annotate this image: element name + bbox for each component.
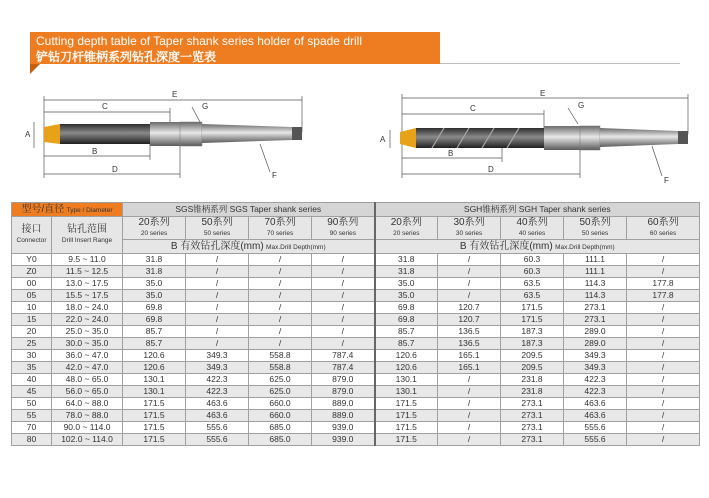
dim-label-a: A <box>25 130 31 139</box>
table-cell: 889.0 <box>312 410 375 422</box>
table-cell: 31.8 <box>375 266 438 278</box>
table-cell: / <box>312 302 375 314</box>
table-row <box>12 326 700 338</box>
table-cell: / <box>627 374 700 386</box>
table-cell: 114.3 <box>564 290 627 302</box>
table-cell: / <box>186 302 249 314</box>
table-cell: 349.3 <box>186 362 249 374</box>
table-cell: 90.0 ~ 114.0 <box>52 422 123 434</box>
table-cell: 660.0 <box>249 410 312 422</box>
table-cell: 660.0 <box>249 398 312 410</box>
table-row <box>12 278 700 290</box>
table-cell: 15 <box>12 314 52 326</box>
table-cell: / <box>249 338 312 350</box>
sgh-series-0 <box>375 217 438 240</box>
sgs-holder-drawing <box>20 82 320 192</box>
table-row <box>12 302 700 314</box>
table-cell: / <box>627 302 700 314</box>
dim-label-f: F <box>272 171 277 180</box>
table-cell: 11.5 ~ 12.5 <box>52 266 123 278</box>
table-cell: 939.0 <box>312 422 375 434</box>
table-cell: 463.6 <box>186 410 249 422</box>
table-cell: 69.8 <box>375 302 438 314</box>
dim-label-d-right: D <box>488 165 494 174</box>
table-cell: / <box>312 314 375 326</box>
table-cell: 102.0 ~ 114.0 <box>52 434 123 446</box>
dim-label-d: D <box>112 165 118 174</box>
table-cell: 171.5 <box>375 434 438 446</box>
table-cell: 231.8 <box>501 374 564 386</box>
table-cell: 177.8 <box>627 278 700 290</box>
sgh-series-en: 40 series <box>518 230 546 237</box>
sgh-series-en: 20 series <box>393 230 420 237</box>
table-cell: 120.6 <box>123 362 186 374</box>
table-cell: 85.7 <box>123 326 186 338</box>
table-cell: 36.0 ~ 47.0 <box>52 350 123 362</box>
table-cell: 273.1 <box>501 410 564 422</box>
sgh-series-3 <box>564 217 627 240</box>
table-cell: / <box>312 266 375 278</box>
title-chinese: 铲钻刀杆锥柄系列钻孔深度一览表 <box>36 50 217 64</box>
table-row <box>12 266 700 278</box>
sgh-series-1 <box>438 217 501 240</box>
table-cell: 171.5 <box>123 422 186 434</box>
table-cell: 60.3 <box>501 254 564 266</box>
table-cell: 289.0 <box>564 326 627 338</box>
table-row <box>12 374 700 386</box>
table-cell: Z0 <box>12 266 52 278</box>
table-cell: 35.0 <box>123 290 186 302</box>
table-cell: 35.0 <box>375 290 438 302</box>
table-cell: 111.1 <box>564 266 627 278</box>
table-cell: / <box>312 338 375 350</box>
table-cell: 422.3 <box>186 386 249 398</box>
table-cell: 787.4 <box>312 350 375 362</box>
table-cell: 85.7 <box>375 338 438 350</box>
banner-fold <box>30 64 40 74</box>
table-cell: 187.3 <box>501 326 564 338</box>
table-cell: 273.1 <box>501 398 564 410</box>
sgs-series-en: 90 series <box>329 230 356 237</box>
range-header <box>52 217 123 254</box>
table-row <box>12 410 700 422</box>
table-cell: 120.6 <box>123 350 186 362</box>
table-cell: / <box>312 290 375 302</box>
table-cell: 63.5 <box>501 290 564 302</box>
table-cell: / <box>186 254 249 266</box>
sgs-series-en: 20 series <box>140 230 168 237</box>
table-cell: 422.3 <box>186 374 249 386</box>
table-row <box>12 434 700 446</box>
sgh-series-2 <box>501 217 564 240</box>
table-cell: 35.0 <box>123 278 186 290</box>
table-cell: 78.0 ~ 88.0 <box>52 410 123 422</box>
table-cell: 463.6 <box>564 398 627 410</box>
table-cell: / <box>438 410 501 422</box>
table-row <box>12 338 700 350</box>
table-cell: 136.5 <box>438 326 501 338</box>
table-cell: 625.0 <box>249 386 312 398</box>
table-cell: 9.5 ~ 11.0 <box>52 254 123 266</box>
table-cell: / <box>627 410 700 422</box>
sgs-series-0 <box>123 217 186 240</box>
table-cell: 136.5 <box>438 338 501 350</box>
table-row <box>12 350 700 362</box>
table-cell: / <box>249 254 312 266</box>
dim-label-b-right: B <box>448 149 454 158</box>
table-cell: / <box>186 290 249 302</box>
table-cell: 879.0 <box>312 386 375 398</box>
table-cell: / <box>438 386 501 398</box>
table-cell: 273.1 <box>564 314 627 326</box>
sgs-depth-en: Max.Drill Depth(mm) <box>266 243 326 251</box>
table-cell: 130.1 <box>375 386 438 398</box>
sgs-series-header: SGS锥柄系列 SGS Taper shank series <box>123 203 375 217</box>
sgh-depth-header <box>375 240 700 254</box>
table-cell: 349.3 <box>564 362 627 374</box>
table-cell: 273.1 <box>501 422 564 434</box>
table-cell: 171.5 <box>123 410 186 422</box>
connector-header-en: Connector <box>16 237 47 244</box>
sgh-series-zh: 50系列 <box>579 217 611 228</box>
table-cell: 463.6 <box>186 398 249 410</box>
table-cell: 85.7 <box>123 338 186 350</box>
table-cell: 463.6 <box>564 410 627 422</box>
table-cell: / <box>312 278 375 290</box>
table-cell: / <box>627 338 700 350</box>
sgs-series-1 <box>186 217 249 240</box>
table-cell: 25.0 ~ 35.0 <box>52 326 123 338</box>
table-cell: 60.3 <box>501 266 564 278</box>
dim-label-e-right: E <box>540 89 546 98</box>
table-cell: 13.0 ~ 17.5 <box>52 278 123 290</box>
table-cell: 10 <box>12 302 52 314</box>
table-cell: / <box>249 302 312 314</box>
table-cell: Y0 <box>12 254 52 266</box>
sgs-series-3 <box>312 217 375 240</box>
table-cell: / <box>438 422 501 434</box>
table-cell: / <box>249 314 312 326</box>
dim-label-e: E <box>172 90 178 99</box>
table-cell: 00 <box>12 278 52 290</box>
table-cell: / <box>627 386 700 398</box>
table-cell: 165.1 <box>438 350 501 362</box>
title-english: Cutting depth table of Taper shank series holder of spade drill <box>36 34 362 48</box>
table-cell: / <box>627 362 700 374</box>
table-cell: 85.7 <box>375 326 438 338</box>
table-cell: 31.8 <box>123 254 186 266</box>
table-cell: 231.8 <box>501 386 564 398</box>
title-banner <box>30 32 440 64</box>
table-cell: 558.8 <box>249 350 312 362</box>
table-cell: 50 <box>12 398 52 410</box>
sgh-series-zh: 20系列 <box>390 217 422 228</box>
table-cell: 165.1 <box>438 362 501 374</box>
sgh-series-en: 30 series <box>455 230 483 237</box>
table-cell: 22.0 ~ 24.0 <box>52 314 123 326</box>
table-cell: / <box>186 314 249 326</box>
table-cell: / <box>186 338 249 350</box>
table-cell: 15.5 ~ 17.5 <box>52 290 123 302</box>
table-cell: 63.5 <box>501 278 564 290</box>
table-row <box>12 386 700 398</box>
table-cell: / <box>438 278 501 290</box>
table-cell: / <box>186 326 249 338</box>
sgs-series-2 <box>249 217 312 240</box>
table-cell: 35 <box>12 362 52 374</box>
table-cell: / <box>438 434 501 446</box>
table-cell: / <box>627 254 700 266</box>
model-header-en: Type / Diameter <box>66 206 113 214</box>
table-cell: / <box>249 326 312 338</box>
connector-header <box>12 217 52 254</box>
table-cell: 69.8 <box>123 302 186 314</box>
table-cell: / <box>438 290 501 302</box>
range-header-en: Drill Insert Range <box>61 237 113 244</box>
table-cell: 558.8 <box>249 362 312 374</box>
sgh-depth-en: Max.Drill Depth(mm) <box>555 243 615 251</box>
table-cell: / <box>312 254 375 266</box>
table-cell: / <box>627 398 700 410</box>
sgh-series-zh: 30系列 <box>453 217 485 228</box>
sgs-series-en: 50 series <box>203 230 231 237</box>
dim-label-g: G <box>202 102 209 111</box>
table-cell: 273.1 <box>501 434 564 446</box>
table-cell: 111.1 <box>564 254 627 266</box>
dim-label-c-right: C <box>470 104 476 113</box>
table-cell: 130.1 <box>123 386 186 398</box>
sgh-depth-zh: B 有效钻孔深度(mm) <box>459 240 553 252</box>
table-cell: 30.0 ~ 35.0 <box>52 338 123 350</box>
table-cell: 18.0 ~ 24.0 <box>52 302 123 314</box>
table-cell: / <box>186 266 249 278</box>
table-row <box>12 362 700 374</box>
table-cell: 70 <box>12 422 52 434</box>
table-cell: 114.3 <box>564 278 627 290</box>
range-header-zh: 钻孔范围 <box>67 224 107 235</box>
drill-depth-table <box>11 202 700 446</box>
table-cell: 625.0 <box>249 374 312 386</box>
table-row <box>12 254 700 266</box>
sgh-series-zh: 60系列 <box>647 217 679 228</box>
table-cell: 56.0 ~ 65.0 <box>52 386 123 398</box>
table-cell: / <box>438 374 501 386</box>
table-cell: / <box>249 278 312 290</box>
table-cell: 177.8 <box>627 290 700 302</box>
table-cell: 349.3 <box>186 350 249 362</box>
table-cell: 120.6 <box>375 350 438 362</box>
table-cell: 69.8 <box>375 314 438 326</box>
table-cell: 48.0 ~ 65.0 <box>52 374 123 386</box>
table-row <box>12 422 700 434</box>
connector-header-zh: 接口 <box>21 224 42 235</box>
table-cell: / <box>438 254 501 266</box>
table-cell: / <box>312 326 375 338</box>
sgh-series-zh: 40系列 <box>516 217 548 228</box>
banner-rule <box>440 63 680 64</box>
dim-label-c: C <box>102 102 108 111</box>
table-cell: 31.8 <box>375 254 438 266</box>
table-cell: / <box>627 434 700 446</box>
sgs-series-zh: 20系列 <box>138 217 170 228</box>
table-cell: 35.0 <box>375 278 438 290</box>
table-cell: / <box>627 350 700 362</box>
model-diameter-header <box>12 203 123 217</box>
dim-label-a-right: A <box>380 135 386 144</box>
table-cell: 187.3 <box>501 338 564 350</box>
table-cell: 171.5 <box>501 314 564 326</box>
table-cell: 171.5 <box>375 410 438 422</box>
table-cell: 555.6 <box>186 434 249 446</box>
sgh-holder-drawing <box>372 86 692 191</box>
table-cell: 939.0 <box>312 434 375 446</box>
table-cell: 289.0 <box>564 338 627 350</box>
table-cell: 422.3 <box>564 386 627 398</box>
table-cell: 130.1 <box>375 374 438 386</box>
table-cell: / <box>627 326 700 338</box>
table-cell: 685.0 <box>249 422 312 434</box>
table-cell: 120.7 <box>438 302 501 314</box>
table-row <box>12 398 700 410</box>
table-cell: 555.6 <box>186 422 249 434</box>
table-cell: 171.5 <box>123 398 186 410</box>
table-cell: 171.5 <box>375 398 438 410</box>
table-cell: 05 <box>12 290 52 302</box>
table-cell: 64.0 ~ 88.0 <box>52 398 123 410</box>
table-cell: 42.0 ~ 47.0 <box>52 362 123 374</box>
table-cell: 209.5 <box>501 362 564 374</box>
table-cell: / <box>249 266 312 278</box>
table-cell: 349.3 <box>564 350 627 362</box>
sgs-series-zh: 50系列 <box>201 217 233 228</box>
table-cell: / <box>186 278 249 290</box>
table-cell: / <box>249 290 312 302</box>
table-cell: 20 <box>12 326 52 338</box>
table-cell: 171.5 <box>375 422 438 434</box>
sgh-series-en: 50 series <box>581 230 609 237</box>
table-cell: 40 <box>12 374 52 386</box>
sgs-series-zh: 90系列 <box>327 217 359 228</box>
sgh-series-4 <box>627 217 700 240</box>
table-cell: 555.6 <box>564 434 627 446</box>
table-cell: / <box>438 398 501 410</box>
table-cell: 25 <box>12 338 52 350</box>
sgh-series-en: 60 series <box>649 230 677 237</box>
table-cell: 120.7 <box>438 314 501 326</box>
dim-label-f-right: F <box>664 176 669 185</box>
table-row <box>12 314 700 326</box>
table-cell: 555.6 <box>564 422 627 434</box>
sgs-series-en: 70 series <box>266 230 294 237</box>
table-cell: 80 <box>12 434 52 446</box>
table-cell: 45 <box>12 386 52 398</box>
table-cell: 130.1 <box>123 374 186 386</box>
dim-label-g-right: G <box>578 101 585 110</box>
model-header-zh: 型号/直径 <box>21 203 65 215</box>
table-cell: 209.5 <box>501 350 564 362</box>
table-cell: 55 <box>12 410 52 422</box>
table-cell: 685.0 <box>249 434 312 446</box>
table-cell: 879.0 <box>312 374 375 386</box>
sgs-depth-header <box>123 240 375 254</box>
table-cell: 30 <box>12 350 52 362</box>
table-cell: / <box>627 422 700 434</box>
table-cell: / <box>438 266 501 278</box>
table-cell: 69.8 <box>123 314 186 326</box>
table-cell: 889.0 <box>312 398 375 410</box>
table-row <box>12 290 700 302</box>
table-cell: / <box>627 314 700 326</box>
table-cell: 422.3 <box>564 374 627 386</box>
sgh-series-header: SGH锥柄系列 SGH Taper shank series <box>375 203 700 217</box>
table-cell: 273.1 <box>564 302 627 314</box>
table-cell: 120.6 <box>375 362 438 374</box>
sgs-depth-zh: B 有效钻孔深度(mm) <box>170 240 264 252</box>
table-cell: 171.5 <box>501 302 564 314</box>
table-cell: 31.8 <box>123 266 186 278</box>
dim-label-b: B <box>92 147 98 156</box>
table-cell: / <box>627 266 700 278</box>
sgs-series-zh: 70系列 <box>264 217 296 228</box>
table-cell: 787.4 <box>312 362 375 374</box>
table-cell: 171.5 <box>123 434 186 446</box>
